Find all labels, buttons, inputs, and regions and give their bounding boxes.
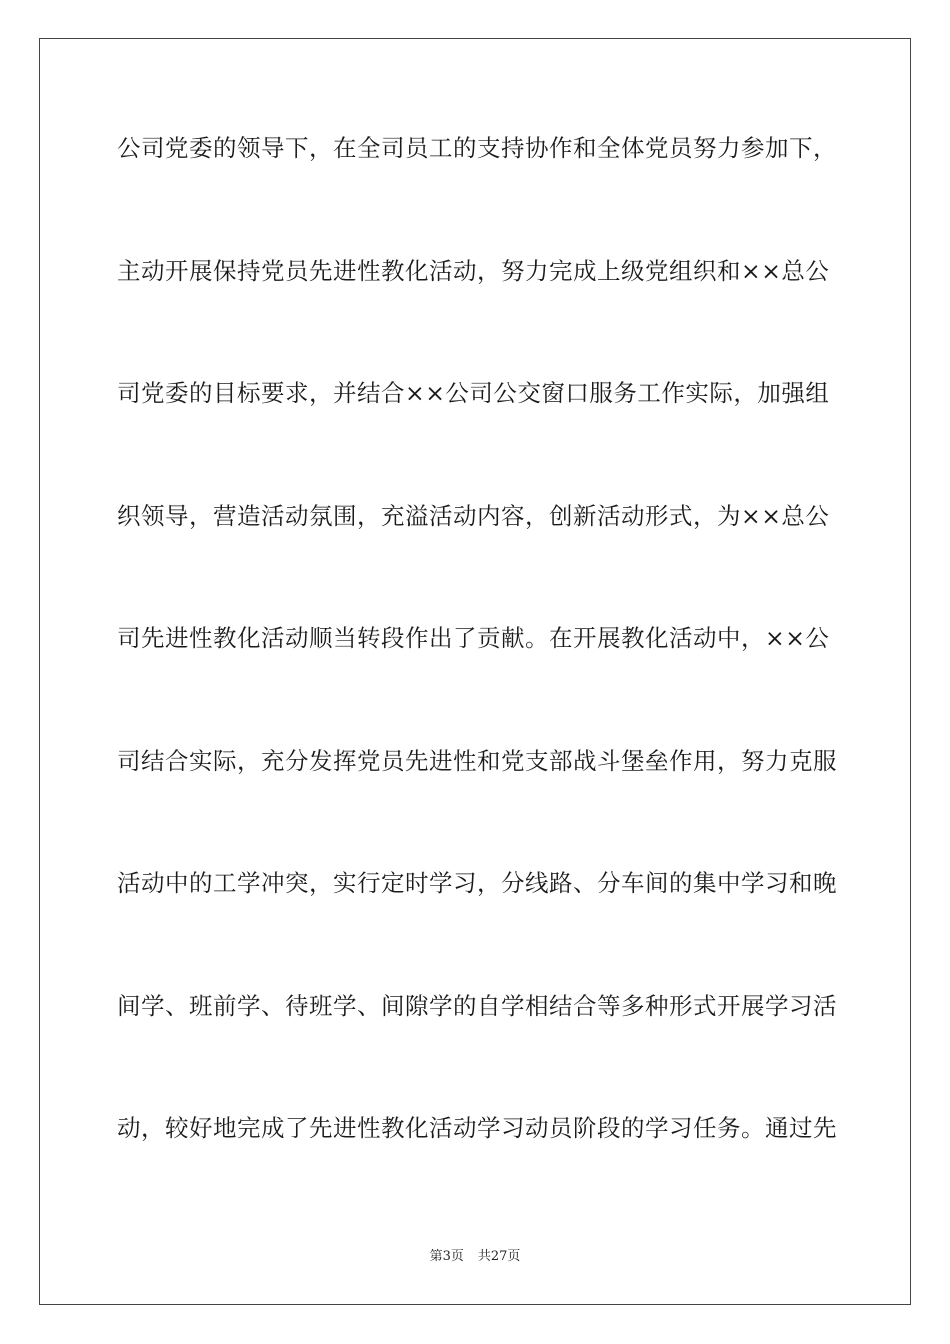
text-line: 织领导，营造活动氛围，充溢活动内容，创新活动形式，为××总公: [117, 501, 830, 530]
total-page-count: 共27页: [477, 1249, 521, 1264]
text-line: 司党委的目标要求，并结合××公司公交窗口服务工作实际，加强组: [117, 379, 830, 407]
current-page-number: 第3页: [429, 1249, 464, 1264]
text-line: 活动中的工学冲突，实行定时学习，分线路、分车间的集中学习和晚: [117, 869, 837, 897]
text-line: 动，较好地完成了先进性教化活动学习动员阶段的学习任务。通过先: [117, 1114, 837, 1142]
text-line: 主动开展保持党员先进性教化活动，努力完成上级党组织和××总公: [117, 256, 830, 285]
text-line: 司先进性教化活动顺当转段作出了贡献。在开展教化活动中，××公: [117, 624, 830, 652]
page-footer: [0, 1248, 950, 1266]
text-line: 公司党委的领导下，在全司员工的支持协作和全体党员努力参加下，: [117, 134, 837, 162]
text-line: 间学、班前学、待班学、间隙学的自学相结合等多种形式开展学习活: [117, 991, 837, 1020]
document-body: [117, 128, 837, 1231]
text-line: 司结合实际，充分发挥党员先进性和党支部战斗堡垒作用，努力克服: [117, 746, 837, 775]
